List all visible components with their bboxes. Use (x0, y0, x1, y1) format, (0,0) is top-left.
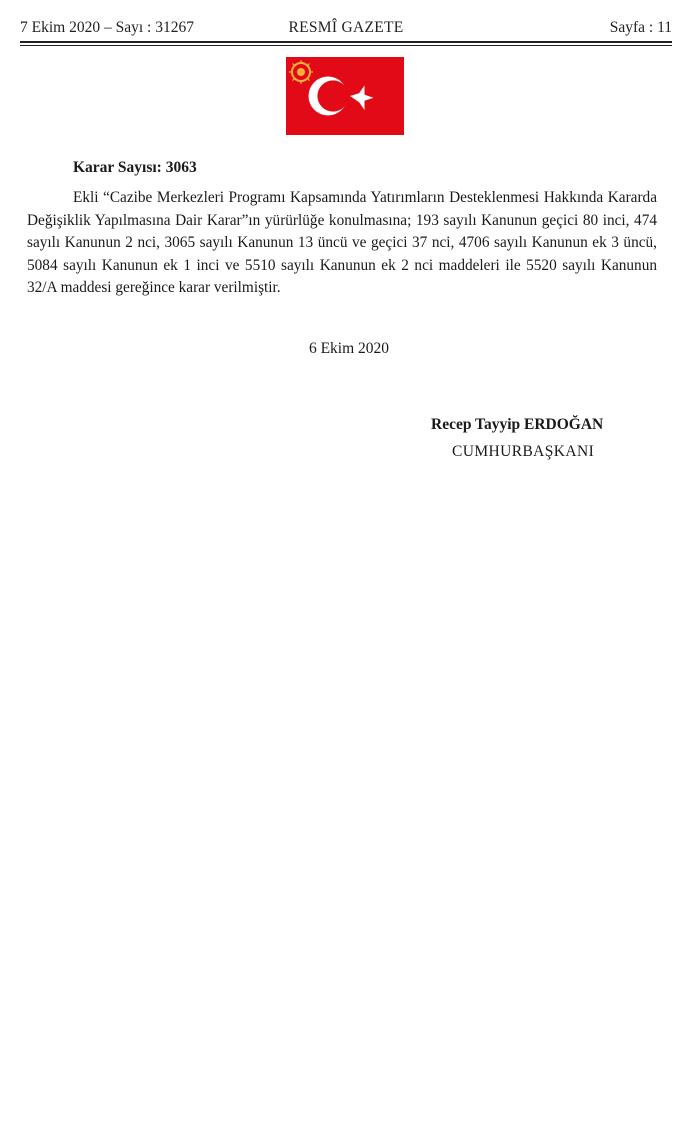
issue-info: 7 Ekim 2020 – Sayı : 31267 (20, 19, 194, 36)
signatory-title: CUMHURBAŞKANI (452, 443, 595, 460)
decision-number: Karar Sayısı: 3063 (73, 159, 197, 176)
header-rule-thin (20, 45, 672, 46)
decision-body: Ekli “Cazibe Merkezleri Programı Kapsamında Yatırımların Desteklenmesi Hakkında Kararda Değişiklik Yapılmasına Dair Karar”ın yürürlüğe konulmasına; 193 sayılı Kanunun geçici 80 inci, 474 sayılı Kanunun 2 nci, 3065 sayılı Kanunun 13 üncü ve geçici 37 nci, 4706 sayılı Kanunun ek 3 üncü, 5084 sayılı Kanunun ek 1 inci ve 5510 sayılı Kanunun ek 2 nci maddeleri ile 5520 sayılı Kanunun 32/A maddesi gereğince karar verilmiştir. (27, 189, 657, 296)
turkish-flag-icon (286, 57, 404, 135)
page-header (20, 19, 672, 43)
presidential-emblem-icon (289, 60, 313, 84)
header-rule-thick (20, 41, 672, 43)
gazette-name: RESMÎ GAZETE (288, 19, 404, 36)
signatory-name: Recep Tayyip ERDOĞAN (431, 416, 604, 433)
decision-date: 6 Ekim 2020 (308, 340, 390, 357)
page-number: Sayfa : 11 (609, 19, 672, 36)
